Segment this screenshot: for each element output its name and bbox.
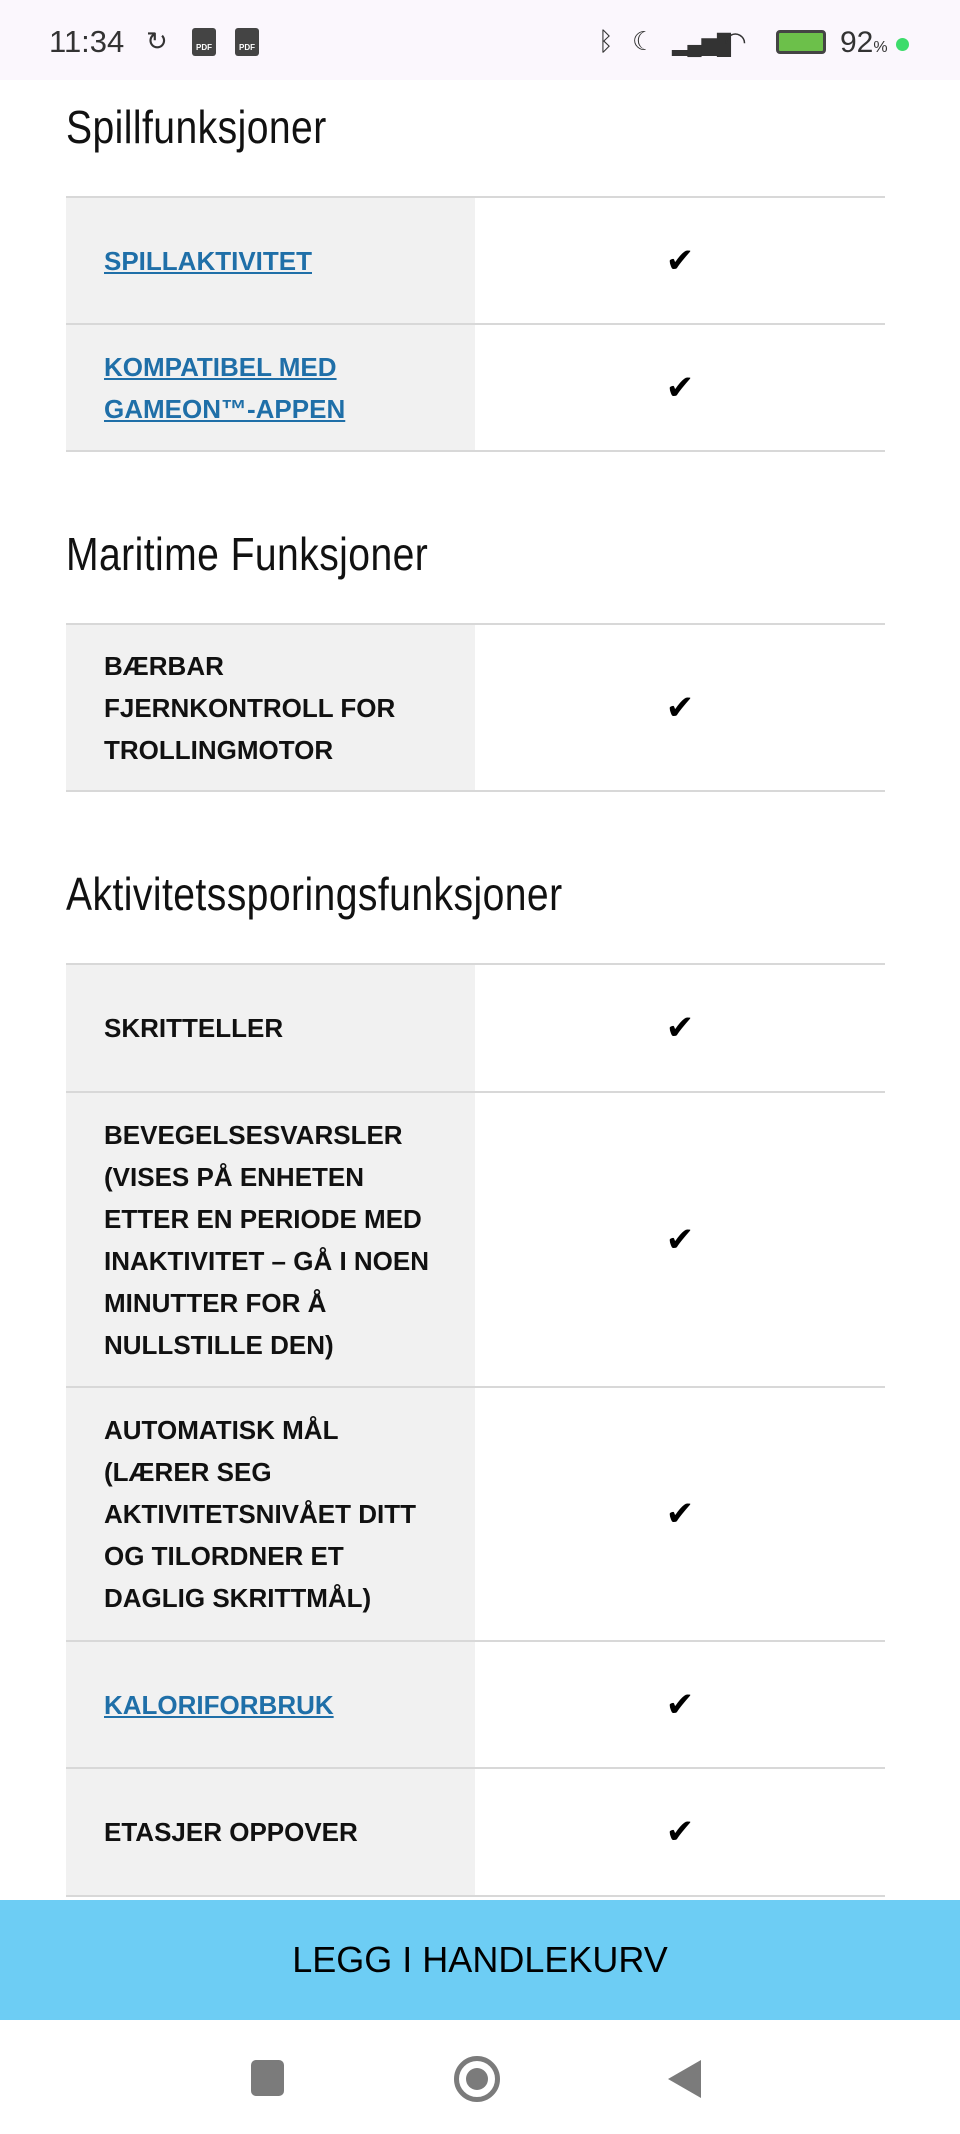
feature-cell xyxy=(66,625,475,790)
recents-button[interactable] xyxy=(251,2060,284,2096)
section-title: Spillfunksjoner xyxy=(66,101,327,153)
table-row xyxy=(66,1642,885,1769)
feature-label: AUTOMATISK MÅL (LÆRER SEG AKTIVITETSNIVÅET DITT OG TILORDNER ET DAGLIG SKRITTMÅL) xyxy=(104,1415,416,1613)
status-bar xyxy=(0,0,960,80)
table-row xyxy=(66,625,885,792)
wifi-icon: ◠ xyxy=(724,26,747,56)
feature-cell xyxy=(66,198,475,323)
checkmark-icon: ✔ xyxy=(665,1220,695,1259)
table-row xyxy=(66,325,885,452)
feature-link[interactable]: SPILLAKTIVITET xyxy=(104,245,312,276)
navigation-bar xyxy=(0,2020,960,2134)
checkmark-icon: ✔ xyxy=(665,1495,695,1533)
feature-cell xyxy=(66,1769,475,1895)
add-to-cart-button[interactable]: LEGG I HANDLEKURV xyxy=(0,1900,960,2020)
spec-table xyxy=(66,196,885,452)
table-row xyxy=(66,1388,885,1642)
checkmark-icon: ✔ xyxy=(665,368,695,407)
moon-icon: ☾ xyxy=(632,26,656,56)
checkmark-icon: ✔ xyxy=(665,688,695,727)
pdf-icon: PDF xyxy=(235,28,259,56)
bluetooth-icon: ᛒ xyxy=(598,26,614,56)
table-row xyxy=(66,1093,885,1388)
table-row xyxy=(66,198,885,325)
signal-icon: ▂▄▆█ xyxy=(672,34,732,56)
back-button[interactable] xyxy=(668,2060,701,2098)
checkmark-icon: ✔ xyxy=(665,241,695,280)
checkmark-icon: ✔ xyxy=(665,1685,695,1724)
feature-link[interactable]: KALORIFORBRUK xyxy=(104,1689,334,1720)
spec-table xyxy=(66,623,885,792)
pdf-icon: PDF xyxy=(192,28,216,56)
sync-icon: ↻ xyxy=(146,26,168,56)
status-time: 11:34 xyxy=(49,24,125,59)
feature-cell xyxy=(66,1388,475,1640)
home-button[interactable] xyxy=(454,2056,500,2102)
section-title: Aktivitetssporingsfunksjoner xyxy=(66,868,563,920)
feature-cell xyxy=(66,965,475,1091)
feature-label: BEVEGELSESVARSLER (VISES PÅ ENHETEN ETTER EN PERIODE MED INAKTIVITET – GÅ I NOEN MINUTTER FOR Å NULLSTILLE DEN) xyxy=(104,1119,430,1360)
checkmark-icon: ✔ xyxy=(665,1813,695,1851)
table-row xyxy=(66,965,885,1093)
checkmark-icon: ✔ xyxy=(665,1009,695,1047)
feature-label: ETASJER OPPOVER xyxy=(104,1817,358,1847)
privacy-indicator xyxy=(896,38,909,51)
feature-cell xyxy=(66,1093,475,1386)
battery-percent: 92% xyxy=(840,26,888,59)
feature-label: BÆRBAR FJERNKONTROLL FOR TROLLINGMOTOR xyxy=(104,650,396,765)
feature-cell xyxy=(66,1642,475,1767)
table-row xyxy=(66,1769,885,1897)
feature-cell xyxy=(66,325,475,450)
section-title: Maritime Funksjoner xyxy=(66,528,429,580)
battery-icon xyxy=(776,30,826,54)
spec-table xyxy=(66,963,885,1897)
feature-label: SKRITTELLER xyxy=(104,1013,284,1043)
feature-link[interactable]: KOMPATIBEL MED GAMEON™-APPEN xyxy=(104,351,346,424)
